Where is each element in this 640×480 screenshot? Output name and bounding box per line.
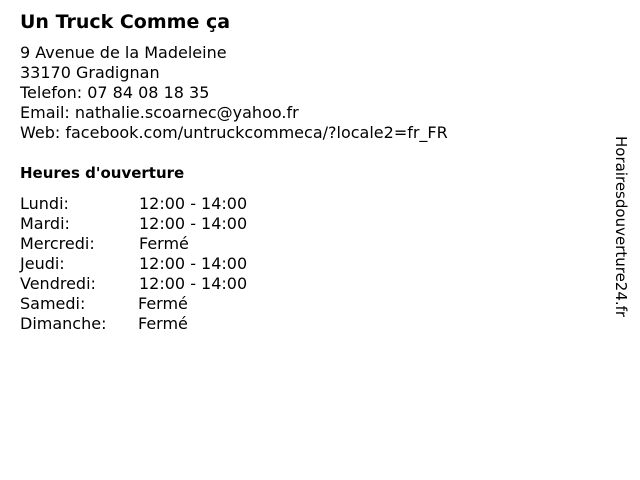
day-label: Vendredi: (20, 274, 96, 293)
phone-number: Telefon: 07 84 08 18 35 (20, 83, 210, 102)
hours-value: Fermé (138, 294, 188, 313)
hours-value: Fermé (138, 314, 188, 333)
address-street: 9 Avenue de la Madeleine (20, 43, 227, 62)
hours-value: 12:00 - 14:00 (139, 194, 248, 213)
day-label: Dimanche: (20, 314, 107, 333)
day-label: Jeudi: (20, 254, 65, 273)
day-label: Mercredi: (20, 234, 95, 253)
contact-info (20, 43, 448, 143)
hours-value: 12:00 - 14:00 (139, 214, 248, 233)
day-label: Mardi: (20, 214, 70, 233)
business-name: Un Truck Comme ça (20, 11, 231, 33)
day-label: Lundi: (20, 194, 69, 213)
website-url: Web: facebook.com/untruckcommeca/?locale2=fr_FR (20, 123, 448, 142)
site-watermark-label: Horairesdouverture24.fr (612, 136, 630, 318)
email-address: Email: nathalie.scoarnec@yahoo.fr (20, 103, 299, 122)
day-label: Samedi: (20, 294, 86, 313)
opening-hours-heading: Heures d'ouverture (20, 164, 185, 182)
hours-value: Fermé (139, 234, 189, 253)
hours-value: 12:00 - 14:00 (139, 274, 248, 293)
hours-value: 12:00 - 14:00 (139, 254, 248, 273)
address-city: 33170 Gradignan (20, 63, 160, 82)
